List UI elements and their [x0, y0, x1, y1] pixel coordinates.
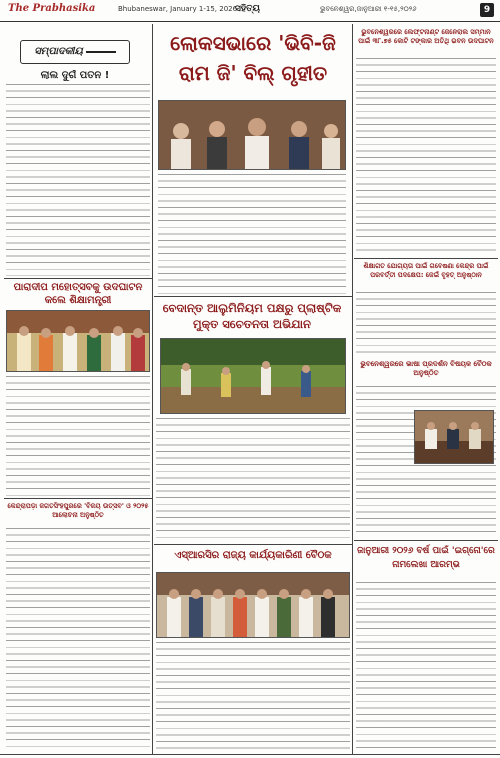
- src-photo: [156, 572, 350, 638]
- lead-headline-line-2: ରାମ ଜି' ବିଲ୍ ଗୃହୀତ: [178, 61, 328, 85]
- paradip-photo: [6, 310, 150, 372]
- column-divider: [152, 24, 153, 754]
- page-bottom-border: [0, 754, 500, 755]
- divider: [154, 296, 352, 297]
- pen-icon: [86, 51, 116, 53]
- editorial-logo: [20, 40, 130, 64]
- editorial-heading: ଲାଲ ଦୁର୍ଗ ପତନ !: [40, 70, 110, 81]
- lead-body: [158, 174, 346, 294]
- ignou-body: [356, 582, 496, 750]
- column-divider: [352, 24, 353, 754]
- src-headline: ଏସ୍ଆରସିର ରାଜ୍ୟ କାର୍ଯ୍ୟକାରିଣୀ ବୈଠକ: [174, 550, 332, 561]
- lead-headline: [154, 28, 352, 92]
- masthead: [0, 0, 500, 22]
- lead-photo: [158, 100, 346, 170]
- cleanup-photo: [161, 339, 346, 414]
- editorial-body: [6, 84, 150, 276]
- lead-headline-line-1: ଲୋକସଭାରେ 'ଭିବି-ଜି: [170, 31, 336, 55]
- ignou-headline: ଜାନୁଆରୀ ୨୦୨୬ ବର୍ଷ ପାଇଁ 'ଇଗ୍ନୋ'ରେ ନାମଲେଖା ଆରମ୍ଭ: [357, 546, 495, 570]
- divider: [354, 258, 498, 259]
- right-top-headline: ଭୁବନେଶ୍ୱରରେ ଲେଫ୍ଟନାଣ୍ଟ ଜେନେରାଲ ସମ୍ମାନ ପାଇଁ ୩୮.୭୫ କୋଟି ଟଙ୍କାର ଅତିଥି ଭବନ ଉଦଘାଟନ: [358, 28, 494, 45]
- editorial-logo-text: ସମ୍ପାଦକୀୟ: [34, 46, 83, 57]
- edition-date-odia: ଭୁବନେଶ୍ୱର,ଜାନୁଆରୀ ୧-୧୫,୨୦୨୬: [320, 5, 417, 13]
- edition-date: Bhubaneswar, January 1-15, 2026: [118, 5, 238, 13]
- right-story-3-photo: [414, 410, 494, 464]
- divider: [4, 278, 152, 279]
- divider: [154, 544, 352, 545]
- meeting-photo: [415, 411, 494, 464]
- divider: [4, 498, 152, 499]
- page-number: 9: [480, 3, 494, 17]
- vedanta-headline: ବେଦାନ୍ତ ଆଲୁମିନିୟମ ପକ୍ଷରୁ ପ୍ଲାଷ୍ଟିକ ମୁକ୍ତ ସଚେତନତା ଅଭିଯାନ: [162, 301, 342, 331]
- right-story-2-headline: ଶିକ୍ଷାଗତ ଯୋଗ୍ୟତା ପାଇଁ ଗବେଷଣା କେନ୍ଦ୍ର ପାଇଁ ପରବର୍ତ୍ତୀ ପଦକ୍ଷେପ: ଜେଇଁ ବୃହତ୍ ଅନୁଷ୍ଠାନ: [363, 262, 489, 279]
- group-photo: [157, 573, 350, 638]
- right-top-body: [356, 58, 496, 254]
- src-body: [156, 642, 350, 750]
- divider: [354, 540, 498, 541]
- parliament-photo: [159, 101, 346, 170]
- paradip-headline: ପାରାଦୀପ ମହୋତ୍ସବକୁ ଉଦଘାଟନ କଲେ ଶିକ୍ଷାମନ୍ତ୍ରୀ: [13, 282, 143, 306]
- kendrapada-headline: କେନ୍ଦ୍ରାପଡ଼ା ଜଗତସିଂହପୁରରେ 'ବିଜୟ ଉତ୍ସବ' ଓ ୨୦୨୫ ଆଲୋଚନା ଅନୁଷ୍ଠିତ: [7, 502, 149, 519]
- newspaper-name: The Prabhasika: [8, 3, 96, 14]
- section-title: ସହିତ୍ୟ: [235, 4, 260, 14]
- vedanta-photo: [160, 338, 346, 414]
- right-story-2-body: [356, 292, 496, 356]
- kendrapada-body: [6, 528, 150, 750]
- vedanta-body: [156, 418, 350, 540]
- paradip-body: [6, 376, 150, 496]
- festival-photo: [7, 311, 150, 372]
- right-story-3-headline: ଭୁବନେଶ୍ୱରରେ ଭାଷା ପ୍ରଦର୍ଶନ ବିଷୟକ ବୈଠକ ଅନୁଷ୍ଠିତ: [360, 360, 492, 377]
